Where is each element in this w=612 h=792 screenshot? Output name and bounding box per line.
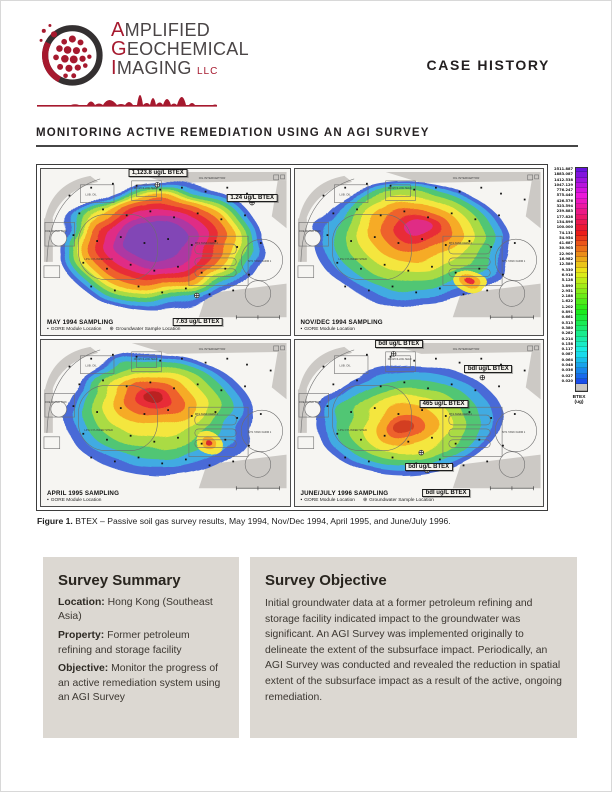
scale-row: 22.909 xyxy=(552,252,588,257)
site-label-tank-farm-1: MT1 TANK FARM 1 xyxy=(248,430,272,434)
site-label-tank-farm-1: MT1 TANK FARM 1 xyxy=(248,259,272,263)
legend-item: ▪ GORE Module Location xyxy=(47,497,102,503)
agi-logo-icon xyxy=(37,19,105,89)
scale-row: 54.954 xyxy=(552,236,588,241)
survey-panel-novdec-1994 xyxy=(294,168,545,336)
color-scale-title: BTEX (ug) xyxy=(572,394,586,406)
site-label-oil-interceptor: OIL INTERCEPTOR xyxy=(452,346,479,351)
legend-item: ⊕ Groundwater Sample Location xyxy=(109,326,181,332)
site-label-lpg-shed: LPG CYLINDER SHED xyxy=(84,257,113,261)
btex-callout: bdl ug/L BTEX xyxy=(405,463,453,471)
panel-title: APRIL 1995 SAMPLING xyxy=(47,490,120,497)
site-label-oil-interceptor: OIL INTERCEPTOR xyxy=(198,175,226,180)
scale-row: 100.000 xyxy=(552,225,588,230)
scale-row: 5.128 xyxy=(552,278,588,283)
scale-row: 0.380 xyxy=(552,326,588,331)
panel-title: NOV/DEC 1994 SAMPLING xyxy=(300,319,383,326)
btex-callout: 1,123.8 ug/L BTEX xyxy=(128,169,187,177)
summary-objective: Objective: Monitor the progress of an active remediation system using an AGI Survey xyxy=(58,663,221,704)
scale-row: 16.982 xyxy=(552,257,588,262)
scale-row: 9.330 xyxy=(552,268,588,273)
doc-type-label: CASE HISTORY xyxy=(426,57,550,73)
btex-callout: bdl ug/L BTEX xyxy=(464,365,512,373)
scale-row: 1.622 xyxy=(552,299,588,304)
panel-legend xyxy=(301,498,434,503)
scale-row: 1.202 xyxy=(552,305,588,310)
btex-callout: 1.24 ug/L BTEX xyxy=(227,194,278,202)
survey-summary-box xyxy=(43,557,239,738)
survey-panel-april-1995 xyxy=(40,339,291,507)
site-label-lub-oil: LUB. OIL xyxy=(338,364,351,368)
site-label-lub-oil: LUB. OIL xyxy=(85,193,97,197)
chromatogram-trace xyxy=(37,83,219,109)
site-label-fire-water-tank: FIRE WATER TANK xyxy=(44,401,67,405)
figure-caption-text: BTEX – Passive soil gas survey results, May 1994, Nov/Dec 1994, April 1995, and June/July 1996. xyxy=(75,516,451,526)
scale-row: 3.890 xyxy=(552,284,588,289)
scale-row: 2.188 xyxy=(552,294,588,299)
summary-property: Property: Former petroleum refining and storage facility xyxy=(58,630,190,656)
btex-callout: 465 ug/L BTEX xyxy=(419,400,468,408)
panel-title: MAY 1994 SAMPLING xyxy=(47,319,114,326)
figure-caption xyxy=(37,516,451,526)
site-label-fire-water-tank: FIRE WATER TANK xyxy=(298,230,321,234)
survey-objective-box xyxy=(250,557,577,738)
scale-row: 0.214 xyxy=(552,337,588,342)
scale-row: 239.883 xyxy=(552,209,588,214)
survey-panel-junejuly-1996 xyxy=(294,339,545,507)
agi-logo xyxy=(37,17,249,109)
scale-end-cap xyxy=(552,384,588,392)
scale-row: 12.589 xyxy=(552,262,588,267)
btex-callout: 7.63 ug/L BTEX xyxy=(172,318,223,326)
scale-row: 1883.087 xyxy=(552,172,588,177)
legend-item: ▪ GORE Module Location xyxy=(300,497,355,503)
scale-row: 74.131 xyxy=(552,231,588,236)
page-title: MONITORING ACTIVE REMEDIATION USING AN AGI SURVEY xyxy=(36,127,430,139)
site-label-drum-shed: DRUM FILLING SHED xyxy=(133,186,158,190)
legend-item: ⊕ Groundwater Sample Location xyxy=(362,497,434,503)
scale-row: 0.513 xyxy=(552,321,588,326)
panel-legend xyxy=(47,498,119,503)
scale-row: 134.896 xyxy=(552,220,588,225)
site-label-fire-water-tank: FIRE WATER TANK xyxy=(44,230,67,234)
panel-legend xyxy=(47,327,180,332)
legend-item: ▪ GORE Module Location xyxy=(47,326,102,332)
site-label-oil-interceptor: OIL INTERCEPTOR xyxy=(198,346,226,351)
scale-row: 575.440 xyxy=(552,193,588,198)
scale-row: 0.282 xyxy=(552,331,588,336)
scale-row: 776.247 xyxy=(552,188,588,193)
site-label-tank-farm-2: MT2 TANK FARM 2 xyxy=(194,413,219,417)
btex-callout: bdl ug/L BTEX xyxy=(375,340,423,348)
scale-row: 177.828 xyxy=(552,215,588,220)
scale-row: 0.891 xyxy=(552,310,588,315)
figure-1 xyxy=(36,164,548,511)
site-label-lub-oil: LUB. OIL xyxy=(338,193,351,197)
scale-row: 2511.887 xyxy=(552,167,588,172)
scale-row: 30.903 xyxy=(552,246,588,251)
site-label-tank-farm-2: MT2 TANK FARM 2 xyxy=(448,242,472,246)
scale-row: 0.661 xyxy=(552,315,588,320)
site-label-lpg-shed: LPG CYLINDER SHED xyxy=(84,428,113,432)
site-label-fire-water-tank: FIRE WATER TANK xyxy=(298,401,321,405)
panel-title: JUNE/JULY 1996 SAMPLING xyxy=(300,490,389,497)
scale-row: 41.687 xyxy=(552,241,588,246)
title-rule xyxy=(36,145,578,147)
site-label-lpg-shed: LPG CYLINDER SHED xyxy=(337,428,367,432)
site-label-drum-shed: DRUM FILLING SHED xyxy=(133,357,158,361)
site-label-tank-farm-1: MT1 TANK FARM 1 xyxy=(501,430,525,434)
soil-gas-heatmap xyxy=(295,169,544,335)
scale-row: 0.020 xyxy=(552,379,588,384)
site-label-lpg-shed: LPG CYLINDER SHED xyxy=(337,257,367,261)
scale-row: 1047.129 xyxy=(552,183,588,188)
site-label-tank-farm-2: MT2 TANK FARM 2 xyxy=(194,242,219,246)
site-label-oil-interceptor: OIL INTERCEPTOR xyxy=(452,175,479,180)
scale-row: 0.117 xyxy=(552,347,588,352)
summary-title: Survey Summary xyxy=(58,572,181,589)
scale-row: 2.951 xyxy=(552,289,588,294)
btex-color-scale xyxy=(552,167,588,406)
scale-row: 1412.538 xyxy=(552,178,588,183)
figure-caption-label: Figure 1. xyxy=(37,516,73,526)
site-label-tank-farm-1: MT1 TANK FARM 1 xyxy=(501,259,525,263)
scale-row: 0.064 xyxy=(552,358,588,363)
legend-item: ▪ GORE Module Location xyxy=(300,326,355,332)
summary-location: Location: Hong Kong (Southeast Asia) xyxy=(58,597,213,623)
soil-gas-heatmap xyxy=(41,340,290,506)
objective-title: Survey Objective xyxy=(265,572,387,589)
scale-row: 0.158 xyxy=(552,342,588,347)
scale-row: 323.594 xyxy=(552,204,588,209)
btex-callout: bdl ug/L BTEX xyxy=(422,489,470,497)
panel-legend xyxy=(301,327,383,332)
objective-body: Initial groundwater data at a former petroleum refining and storage facility indicated impact to the groundwater was significant. An AGI Survey was implemented originally to delineate the extent of the subsurface impact. Periodically, an AGI Survey was conducted and revealed the reduction in spatial extent of the subsurface impact as a result of the active, ongoing remediation. xyxy=(265,598,562,703)
scale-row: 0.087 xyxy=(552,352,588,357)
scale-row: 0.048 xyxy=(552,363,588,368)
site-label-lub-oil: LUB. OIL xyxy=(85,364,97,368)
site-label-tank-farm-2: MT2 TANK FARM 2 xyxy=(448,413,472,417)
scale-row: 0.027 xyxy=(552,374,588,379)
site-label-drum-shed: DRUM FILLING SHED xyxy=(387,357,412,361)
agi-logo-wordmark: AMPLIFIED GEOCHEMICAL IMAGING LLC xyxy=(111,19,249,79)
scale-row: 0.036 xyxy=(552,368,588,373)
site-label-drum-shed: DRUM FILLING SHED xyxy=(387,186,412,190)
scale-row: 6.918 xyxy=(552,273,588,278)
scale-row: 426.576 xyxy=(552,199,588,204)
color-scale-rows xyxy=(552,167,588,392)
survey-panel-may-1994 xyxy=(40,168,291,336)
